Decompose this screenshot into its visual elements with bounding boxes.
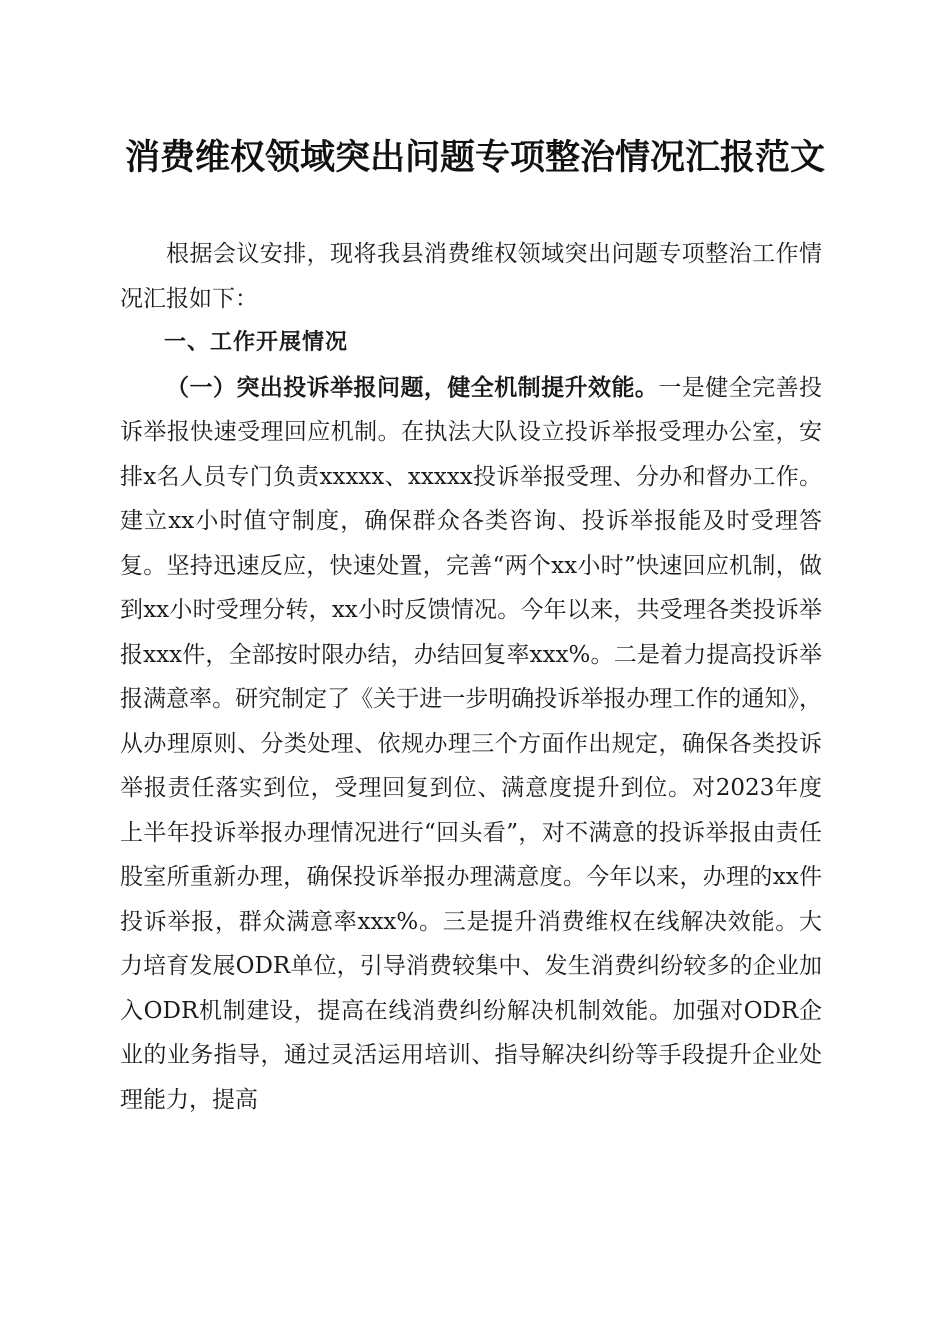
subsection-body: 一是健全完善投诉举报快速受理回应机制。在执法大队设立投诉举报受理办公室，安排x名人员专门负责xxxxx、xxxxx投诉举报受理、分办和督办工作。建立xx小时值守制度，确保群众各类咨询、投诉举报能及时受理答复。坚持迅速反应，快速处置，完善“两个xx小时”快速回应机制，做到xx小时受理分转，xx小时反馈情况。今年以来，共受理各类投诉举报xxx件，全部按时限办结，办结回复率xxx%。二是着力提高投诉举报满意率。研究制定了《关于进一步明确投诉举报办理工作的通知》，从办理原则、分类处理、依规办理三个方面作出规定，确保各类投诉举报责任落实到位，受理回复到位、满意度提升到位。对2023年度上半年投诉举报办理情况进行“回头看”，对不满意的投诉举报由责任股室所重新办理，确保投诉举报办理满意度。今年以来，办理的xx件投诉举报，群众满意率xxx%。三是提升消费维权在线解决效能。大力培育发展ODR单位，引导消费较集中、发生消费纠纷较多的企业加入ODR机制建设，提高在线消费纠纷解决机制效能。加强对ODR企业的业务指导，通过灵活运用培训、指导解决纠纷等手段提升企业处理能力，提高 xyxy=(120,374,823,1113)
subsection-heading: （一）突出投诉举报问题，健全机制提升效能。 xyxy=(166,374,659,401)
intro-paragraph: 根据会议安排，现将我县消费维权领域突出问题专项整治工作情况汇报如下： xyxy=(120,241,822,312)
section-heading: 一、工作开展情况 xyxy=(164,330,349,355)
subsection-paragraph xyxy=(120,366,822,1123)
document-title: 消费维权领域突出问题专项整治情况汇报范文 xyxy=(124,137,825,178)
document-body xyxy=(120,232,822,1122)
